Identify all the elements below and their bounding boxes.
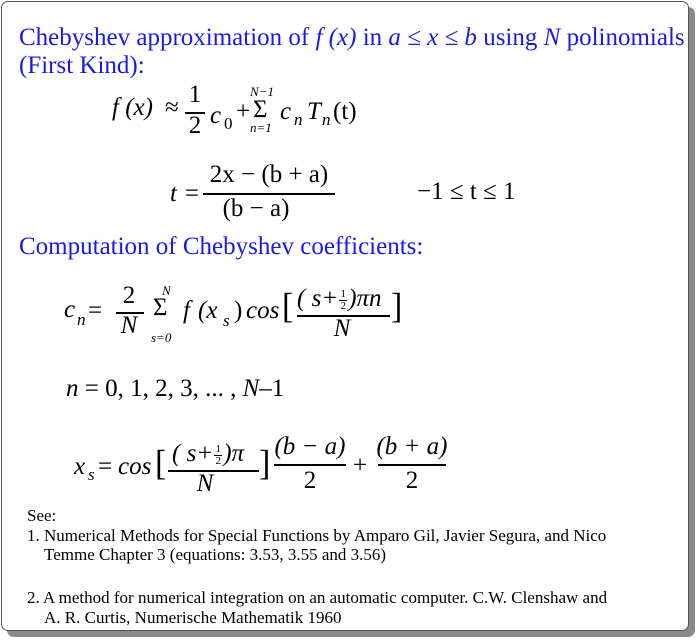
- eq5-inner-den: N: [196, 470, 214, 497]
- reference-1-line-1: 1. Numerical Methods for Special Functions by Amparo Gil, Javier Segura, and Nico: [27, 526, 607, 545]
- eq1-sum-upper: N−1: [250, 84, 274, 99]
- eq5-inner-num-b: )π: [223, 440, 245, 467]
- eq5-frac1-bar: [274, 464, 346, 466]
- eq5-frac2-bar: [378, 464, 446, 466]
- eq5-frac2-num: [376, 433, 448, 461]
- eq5-inner-num: [172, 440, 244, 468]
- eq3-inner-num-b: )πn: [348, 285, 382, 312]
- eq1-approx: ≈: [165, 94, 179, 121]
- eq3-c-sub: n: [77, 310, 86, 329]
- eq3-half-den: 2: [340, 299, 346, 312]
- eq5-frac2-num-text: (b + a): [376, 433, 448, 460]
- heading-coefficients: Computation of Chebyshev coefficients:: [19, 233, 424, 260]
- equation-n-range: [66, 375, 284, 403]
- eq3-inner-den: N: [333, 315, 351, 342]
- eq5-plus: +: [353, 452, 368, 479]
- eq3-half-num: 1: [340, 287, 346, 300]
- eq5-left-bracket: [: [155, 444, 167, 483]
- heading-range: a ≤ x ≤ b: [388, 24, 477, 51]
- eq5-cos: cos: [118, 453, 152, 480]
- eq3-half: [339, 289, 347, 312]
- eq1-cn: c: [280, 98, 292, 125]
- eq3-x-sub: s: [223, 311, 230, 330]
- eq1-sum-lower: n=1: [250, 120, 272, 135]
- eq1-T-sub: n: [322, 110, 331, 129]
- heading-approximation: [19, 24, 685, 52]
- eq4-values: = 0, 1, 2, 3, ... ,: [78, 375, 243, 402]
- eq5-x: x: [74, 453, 86, 480]
- reference-2-line-1: 2. A method for numerical integration on an automatic computer. C.W. Clenshaw and: [27, 588, 608, 607]
- heading-text: Chebyshev approximation of: [19, 24, 316, 51]
- eq5-frac1-num: [272, 433, 348, 461]
- eq2-condition: −1 ≤ t ≤ 1: [417, 178, 516, 205]
- eq3-cos: cos: [246, 297, 280, 324]
- eq1-sum-symbol: Σ: [253, 96, 268, 123]
- eq3-sum-upper: N: [162, 283, 171, 298]
- eq5-inner-num-a: ( s+: [172, 440, 214, 467]
- eq5-half-num: 1: [215, 442, 221, 455]
- heading-first-kind: (First Kind):: [19, 52, 145, 79]
- eq3-c: c: [64, 296, 76, 323]
- heading-N: N: [543, 24, 561, 51]
- reference-1-line-2: Temme Chapter 3 (equations: 3.53, 3.55 and 3.56): [44, 545, 387, 564]
- eq5-frac1-den: 2: [303, 467, 317, 494]
- eq1-half-den: 2: [188, 112, 202, 139]
- eq1-lhs: f (x): [112, 94, 153, 121]
- eq3-x: (x: [198, 297, 218, 324]
- eq3-inner-num-a: ( s+: [297, 285, 339, 312]
- eq4-n: n: [66, 375, 79, 402]
- eq4-N: N: [242, 375, 260, 402]
- heading-using: using: [476, 24, 544, 51]
- heading-fx: f (x): [315, 24, 357, 51]
- eq5-equals: =: [98, 453, 113, 480]
- eq5-half-den: 2: [215, 454, 221, 467]
- eq3-equals: =: [88, 297, 103, 324]
- eq5-x-sub: s: [88, 465, 95, 484]
- eq1-c0-sub: 0: [224, 114, 233, 133]
- eq3-frac-den: N: [120, 312, 138, 339]
- heading-suffix: polinomials: [560, 24, 685, 51]
- eq3-close: ): [234, 297, 243, 324]
- eq1-c0: c: [210, 102, 222, 129]
- eq5-frac1-num-text: (b − a): [274, 433, 346, 460]
- reference-2-line-2: A. R. Curtis, Numerische Mathematik 1960: [44, 608, 342, 627]
- eq4-tail: –1: [259, 375, 285, 402]
- eq3-sum-lower: s=0: [151, 330, 172, 345]
- eq3-left-bracket: [: [282, 287, 294, 326]
- eq1-half-num: 1: [188, 81, 202, 108]
- eq5-right-bracket: ]: [259, 444, 271, 483]
- eq5-half: [214, 444, 222, 467]
- eq2-num: 2x − (b + a): [209, 161, 329, 188]
- eq3-frac-num: 2: [122, 282, 136, 309]
- eq3-sum-symbol: Σ: [153, 294, 168, 321]
- eq5-frac2-den: 2: [405, 467, 419, 494]
- eq1-T: T: [307, 98, 321, 125]
- eq2-lhs: t =: [170, 180, 201, 207]
- references-see: See:: [27, 506, 57, 525]
- eq3-inner-num: [297, 285, 382, 313]
- eq3-f: f: [183, 297, 190, 324]
- eq1-plus: +: [236, 98, 251, 125]
- eq1-arg: (t): [333, 98, 357, 125]
- eq3-right-bracket: ]: [391, 287, 403, 326]
- eq1-cn-sub: n: [294, 110, 303, 129]
- heading-in: in: [356, 24, 389, 51]
- eq2-den: (b − a): [222, 195, 290, 222]
